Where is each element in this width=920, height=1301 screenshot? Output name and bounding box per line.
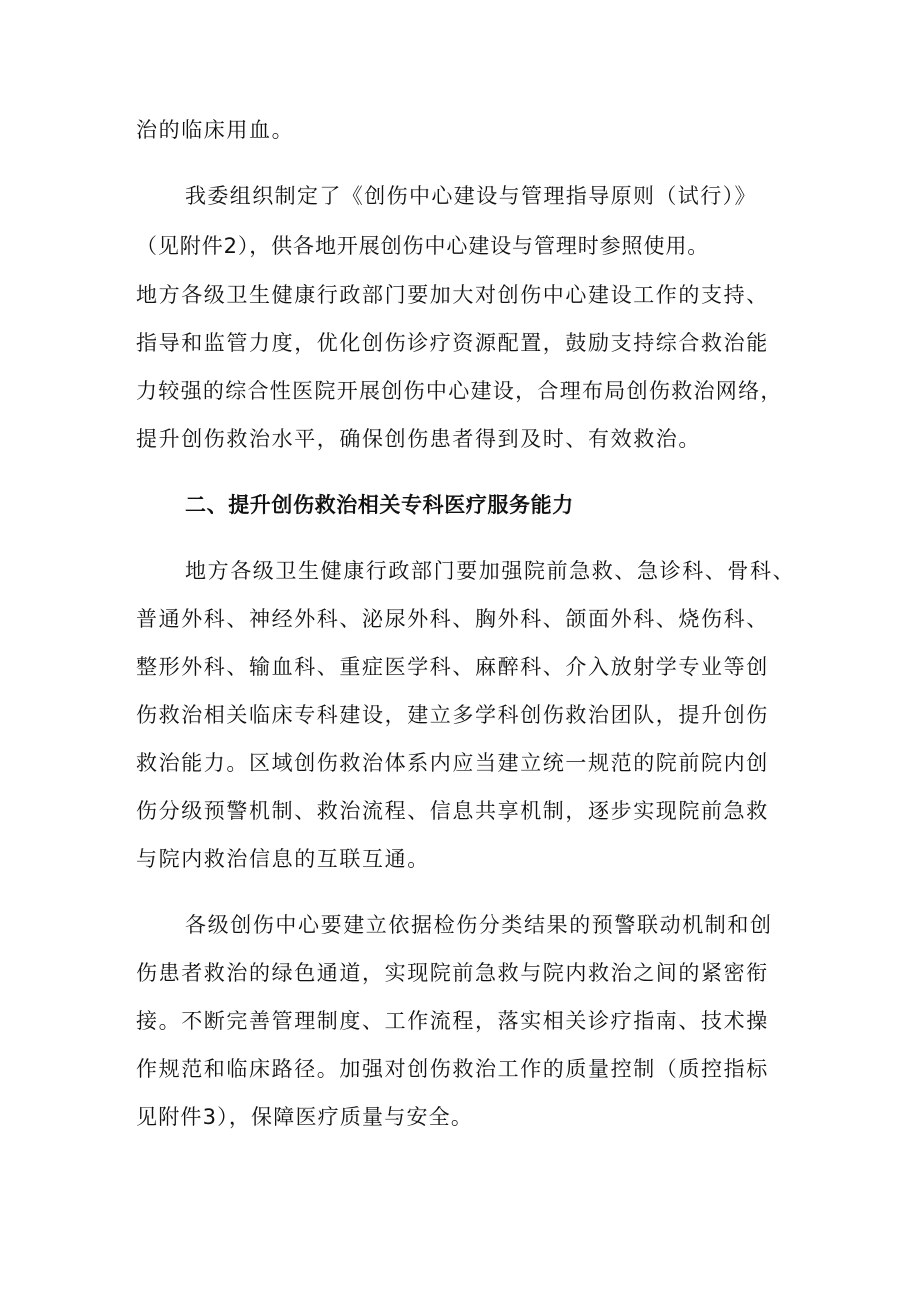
text-line: 地方各级卫生健康行政部门要加强院前急救、急诊科、骨科、 xyxy=(185,559,796,583)
text-line: （见附件2），供各地开展创伤中心建设与管理时参照使用。 xyxy=(136,234,710,258)
text-line: 见附件3），保障医疗质量与安全。 xyxy=(136,1105,474,1129)
text-line: 普通外科、神经外科、泌尿外科、胸外科、颌面外科、烧伤科、 xyxy=(136,607,769,631)
text-line: 地方各级卫生健康行政部门要加大对创伤中心建设工作的支持、 xyxy=(136,283,769,307)
text-line: 伤救治相关临床专科建设，建立多学科创伤救治团队，提升创伤 xyxy=(136,703,769,727)
text-line: 与院内救治信息的互联互通。 xyxy=(136,847,430,871)
text-line: 治的临床用血。 xyxy=(136,118,295,142)
text-line: 整形外科、输血科、重症医学科、麻醉科、介入放射学专业等创 xyxy=(136,655,769,679)
text-line: 伤分级预警机制、救治流程、信息共享机制，逐步实现院前急救 xyxy=(136,799,769,823)
text-line: 力较强的综合性医院开展创伤中心建设，合理布局创伤救治网络， xyxy=(136,379,783,403)
section-heading: 二、提升创伤救治相关专科医疗服务能力 xyxy=(185,493,574,517)
text-line: 接。不断完善管理制度、工作流程，落实相关诊疗指南、技术操 xyxy=(136,1009,769,1033)
text-line: 提升创伤救治水平，确保创伤患者得到及时、有效救治。 xyxy=(136,427,701,451)
text-line: 指导和监管力度，优化创伤诊疗资源配置，鼓励支持综合救治能 xyxy=(136,331,769,355)
text-line: 作规范和临床路径。加强对创伤救治工作的质量控制（质控指标 xyxy=(136,1057,769,1081)
text-line: 救治能力。区域创伤救治体系内应当建立统一规范的院前院内创 xyxy=(136,751,769,775)
text-line: 伤患者救治的绿色通道，实现院前急救与院内救治之间的紧密衔 xyxy=(136,961,769,985)
text-line: 我委组织制定了《创伤中心建设与管理指导原则（试行）》 xyxy=(185,184,757,208)
text-line: 各级创伤中心要建立依据检伤分类结果的预警联动机制和创 xyxy=(185,913,773,937)
